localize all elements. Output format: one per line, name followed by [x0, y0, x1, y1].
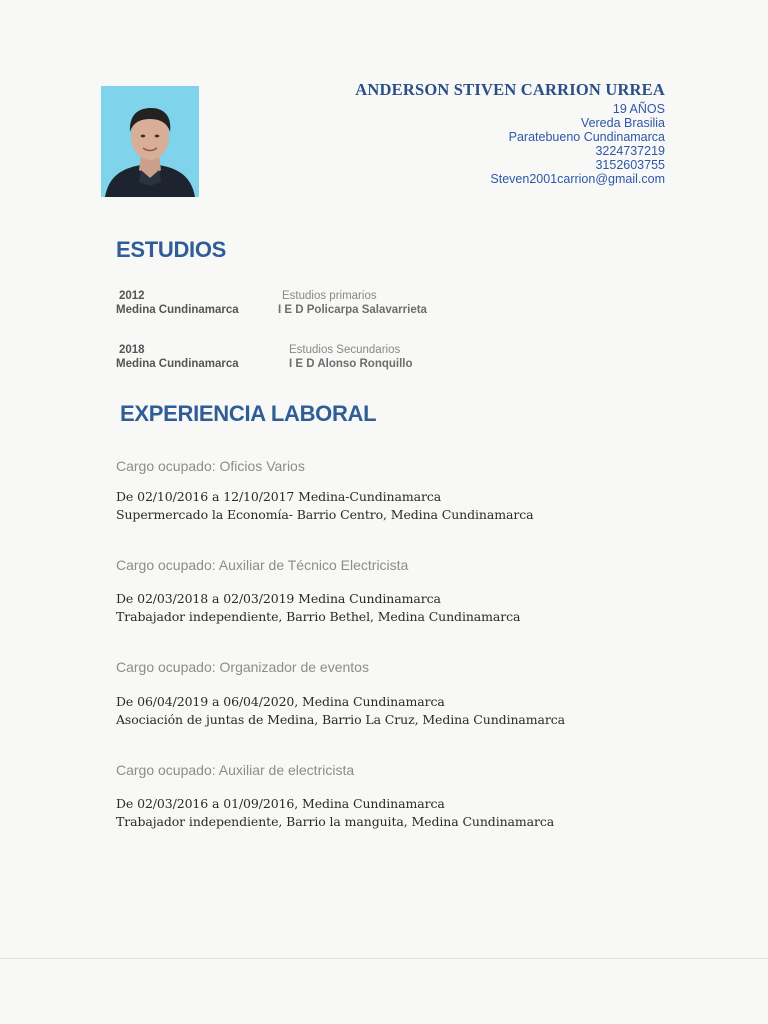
job-dates: De 02/03/2018 a 02/03/2019 Medina Cundinamarca: [116, 591, 441, 606]
studies-title: ESTUDIOS: [116, 237, 227, 262]
job-role: Cargo ocupado: Oficios Varios: [116, 458, 305, 474]
phone-2: 3152603755: [595, 158, 665, 172]
contact-header: [355, 80, 665, 186]
job-employer: Trabajador independiente, Barrio Bethel, Medina Cundinamarca: [116, 609, 521, 624]
job-role: Cargo ocupado: Auxiliar de Técnico Electricista: [116, 557, 409, 573]
job-dates: De 06/04/2019 a 06/04/2020, Medina Cundinamarca: [116, 694, 445, 709]
experience-title: EXPERIENCIA LABORAL: [120, 401, 377, 426]
age: 19 AÑOS: [612, 102, 665, 116]
study-school: I E D Policarpa Salavarrieta: [278, 304, 427, 316]
job-employer: Trabajador independiente, Barrio la manguita, Medina Cundinamarca: [116, 814, 555, 829]
job-role: Cargo ocupado: Organizador de eventos: [116, 659, 369, 675]
address-line-1: Vereda Brasilia: [580, 116, 665, 130]
study-type: Estudios Secundarios: [289, 344, 401, 356]
profile-photo: [101, 86, 199, 197]
candidate-name: ANDERSON STIVEN CARRION URREA: [355, 80, 665, 99]
phone-1: 3224737219: [595, 144, 665, 158]
person-avatar-icon: [101, 86, 199, 197]
study-school: I E D Alonso Ronquillo: [289, 358, 413, 370]
page-divider: [0, 958, 768, 959]
study-place: Medina Cundinamarca: [116, 304, 239, 316]
study-year: 2018: [119, 344, 145, 356]
job-dates: De 02/03/2016 a 01/09/2016, Medina Cundinamarca: [116, 796, 445, 811]
job-role: Cargo ocupado: Auxiliar de electricista: [116, 762, 355, 778]
study-place: Medina Cundinamarca: [116, 358, 239, 370]
job-employer: Asociación de juntas de Medina, Barrio La Cruz, Medina Cundinamarca: [116, 712, 566, 727]
email[interactable]: Steven2001carrion@gmail.com: [490, 172, 665, 186]
study-type: Estudios primarios: [282, 290, 377, 302]
study-year: 2012: [119, 290, 145, 302]
job-employer: Supermercado la Economía- Barrio Centro, Medina Cundinamarca: [116, 507, 534, 522]
job-dates: De 02/10/2016 a 12/10/2017 Medina-Cundinamarca: [116, 489, 442, 504]
address-line-2: Paratebueno Cundinamarca: [508, 130, 665, 144]
